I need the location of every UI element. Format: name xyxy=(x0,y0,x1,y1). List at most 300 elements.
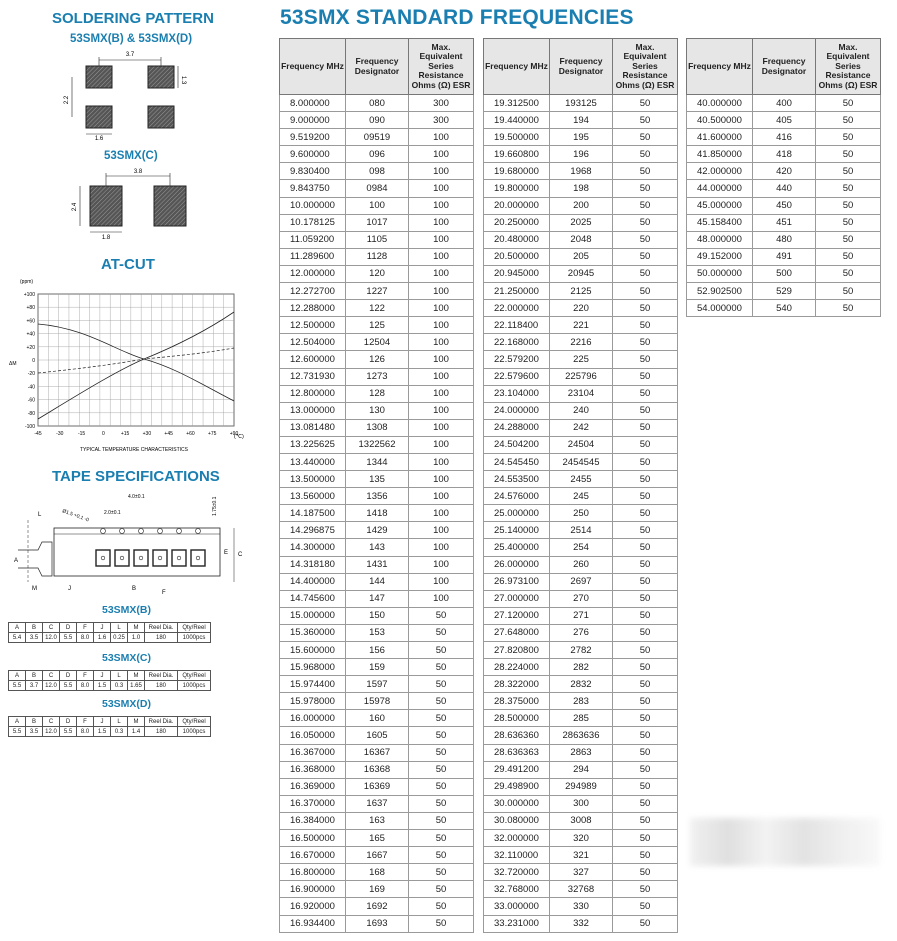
tape-header-cell: M xyxy=(128,671,145,681)
designator-cell: 2514 xyxy=(550,522,613,539)
esr-cell: 50 xyxy=(613,659,678,676)
table-row xyxy=(280,607,474,624)
tape-value-cell: 1000pcs xyxy=(178,681,211,691)
frequency-cell: 27.820800 xyxy=(484,642,550,659)
designator-cell: 2782 xyxy=(550,642,613,659)
tape-header-cell: C xyxy=(43,717,60,727)
table-row xyxy=(484,812,678,829)
designator-cell: 500 xyxy=(753,265,816,282)
atcut-chart xyxy=(6,276,256,454)
designator-cell: 20945 xyxy=(550,265,613,282)
designator-cell: 2216 xyxy=(550,334,613,351)
table-row xyxy=(484,231,678,248)
designator-cell: 2863 xyxy=(550,744,613,761)
frequency-cell: 48.000000 xyxy=(687,231,753,248)
esr-cell: 50 xyxy=(613,180,678,197)
frequency-cell: 10.178125 xyxy=(280,214,346,231)
frequency-cell: 9.830400 xyxy=(280,163,346,180)
header-freq: Frequency MHz xyxy=(484,39,550,95)
frequency-cell: 26.000000 xyxy=(484,556,550,573)
esr-cell: 100 xyxy=(409,180,474,197)
designator-cell: 254 xyxy=(550,539,613,556)
frequency-cell: 14.400000 xyxy=(280,573,346,590)
frequency-cell: 21.250000 xyxy=(484,283,550,300)
designator-cell: 2125 xyxy=(550,283,613,300)
tape-value-cell: 8.0 xyxy=(77,681,94,691)
esr-cell: 100 xyxy=(409,522,474,539)
tape-label-j: J xyxy=(68,586,71,592)
frequency-cell: 22.000000 xyxy=(484,300,550,317)
esr-cell: 50 xyxy=(816,231,881,248)
esr-cell: 50 xyxy=(409,812,474,829)
esr-cell: 50 xyxy=(613,693,678,710)
table-row xyxy=(280,300,474,317)
designator-cell: 271 xyxy=(550,607,613,624)
frequency-cell: 16.370000 xyxy=(280,795,346,812)
frequency-cell: 54.000000 xyxy=(687,300,753,317)
frequency-cell: 25.400000 xyxy=(484,539,550,556)
frequency-cell: 16.800000 xyxy=(280,864,346,881)
frequency-cell: 16.500000 xyxy=(280,830,346,847)
soldering-pattern-c-diagram xyxy=(58,162,198,242)
table-row xyxy=(484,436,678,453)
table-row xyxy=(484,248,678,265)
esr-cell: 50 xyxy=(613,915,678,932)
table-row xyxy=(280,676,474,693)
table-row xyxy=(280,471,474,488)
tape-header-cell: J xyxy=(94,717,111,727)
esr-cell: 50 xyxy=(613,402,678,419)
esr-cell: 50 xyxy=(409,710,474,727)
frequency-cell: 19.312500 xyxy=(484,95,550,112)
tape-model-name: 53SMX(C) xyxy=(102,652,152,664)
tape-label-f: F xyxy=(162,590,166,596)
designator-cell: 150 xyxy=(346,607,409,624)
frequency-cell: 30.080000 xyxy=(484,812,550,829)
esr-cell: 50 xyxy=(409,864,474,881)
pad-c-right xyxy=(154,186,186,226)
table-row xyxy=(484,676,678,693)
table-row xyxy=(280,522,474,539)
table-row xyxy=(280,898,474,915)
esr-cell: 100 xyxy=(409,556,474,573)
esr-cell: 100 xyxy=(409,402,474,419)
esr-cell: 50 xyxy=(409,744,474,761)
tape-header-cell: B xyxy=(26,671,43,681)
designator-cell: 1017 xyxy=(346,214,409,231)
designator-cell: 205 xyxy=(550,248,613,265)
frequency-cell: 12.288000 xyxy=(280,300,346,317)
designator-cell: 1692 xyxy=(346,898,409,915)
table-row xyxy=(280,95,474,112)
pad-bottom-left xyxy=(86,106,112,128)
frequency-cell: 24.504200 xyxy=(484,436,550,453)
esr-cell: 50 xyxy=(613,265,678,282)
designator-cell: 125 xyxy=(346,317,409,334)
table-row xyxy=(484,300,678,317)
designator-cell: 451 xyxy=(753,214,816,231)
table-row xyxy=(687,248,881,265)
designator-cell: 270 xyxy=(550,590,613,607)
table-row xyxy=(484,744,678,761)
designator-cell: 1429 xyxy=(346,522,409,539)
tape-value-cell: 5.5 xyxy=(9,727,26,737)
frequency-cell: 14.318180 xyxy=(280,556,346,573)
table-row xyxy=(280,334,474,351)
frequency-cell: 26.973100 xyxy=(484,573,550,590)
esr-cell: 100 xyxy=(409,573,474,590)
tape-header-cell: Reel Dia. xyxy=(145,623,178,633)
table-row xyxy=(280,915,474,932)
designator-cell: 2863636 xyxy=(550,727,613,744)
tape-value-cell: 3.5 xyxy=(26,633,43,643)
designator-cell: 122 xyxy=(346,300,409,317)
table-row xyxy=(687,231,881,248)
table-row xyxy=(280,573,474,590)
table-row xyxy=(484,607,678,624)
designator-cell: 2454545 xyxy=(550,453,613,470)
table-row xyxy=(687,300,881,317)
frequency-cell: 12.500000 xyxy=(280,317,346,334)
esr-cell: 100 xyxy=(409,385,474,402)
frequency-cell: 14.296875 xyxy=(280,522,346,539)
designator-cell: 420 xyxy=(753,163,816,180)
esr-cell: 100 xyxy=(409,436,474,453)
esr-cell: 50 xyxy=(816,95,881,112)
designator-cell: 276 xyxy=(550,624,613,641)
esr-cell: 100 xyxy=(409,488,474,505)
frequency-cell: 20.480000 xyxy=(484,231,550,248)
table-row xyxy=(280,419,474,436)
table-row xyxy=(484,112,678,129)
header-desig: Frequency Designator xyxy=(550,39,613,95)
tape-sprocket-hole xyxy=(177,529,182,534)
esr-cell: 50 xyxy=(409,778,474,795)
frequency-cell: 16.367000 xyxy=(280,744,346,761)
esr-cell: 100 xyxy=(409,419,474,436)
tape-value-cell: 180 xyxy=(145,633,178,643)
table-row xyxy=(484,624,678,641)
esr-cell: 300 xyxy=(409,95,474,112)
atcut-y-tick: -80 xyxy=(27,410,35,417)
table-row xyxy=(484,95,678,112)
table-row xyxy=(280,265,474,282)
designator-cell: 193125 xyxy=(550,95,613,112)
tape-pocket xyxy=(191,550,205,566)
header-desig: Frequency Designator xyxy=(753,39,816,95)
esr-cell: 50 xyxy=(816,146,881,163)
table-row xyxy=(280,351,474,368)
tape-spec-table xyxy=(8,670,211,691)
table-row xyxy=(280,539,474,556)
table-row xyxy=(687,180,881,197)
tape-pocket xyxy=(96,550,110,566)
frequency-cell: 12.600000 xyxy=(280,351,346,368)
dim-height-c: 2.4 xyxy=(72,202,78,212)
table-row xyxy=(280,453,474,470)
designator-cell: 1356 xyxy=(346,488,409,505)
designator-cell: 332 xyxy=(550,915,613,932)
esr-cell: 50 xyxy=(613,453,678,470)
tape-spec-table xyxy=(8,622,211,643)
designator-cell: 24504 xyxy=(550,436,613,453)
designator-cell: 16367 xyxy=(346,744,409,761)
table-row xyxy=(484,847,678,864)
esr-cell: 100 xyxy=(409,197,474,214)
frequency-cell: 24.545450 xyxy=(484,453,550,470)
frequency-cell: 15.968000 xyxy=(280,659,346,676)
frequency-cell: 22.118400 xyxy=(484,317,550,334)
frequency-cell: 14.300000 xyxy=(280,539,346,556)
esr-cell: 50 xyxy=(409,676,474,693)
designator-cell: 09519 xyxy=(346,129,409,146)
esr-cell: 100 xyxy=(409,300,474,317)
esr-cell: 50 xyxy=(816,214,881,231)
esr-cell: 50 xyxy=(816,163,881,180)
atcut-x-tick: -45 xyxy=(34,431,42,437)
tape-header-cell: Reel Dia. xyxy=(145,671,178,681)
header-esr: Max. Equivalent Series Resistance Ohms (Ω) ESR xyxy=(613,39,678,95)
atcut-curve-dashed xyxy=(38,348,234,373)
table-row xyxy=(687,265,881,282)
table-row xyxy=(687,129,881,146)
header-esr: Max. Equivalent Series Resistance Ohms (Ω) ESR xyxy=(816,39,881,95)
table-row xyxy=(484,556,678,573)
esr-cell: 100 xyxy=(409,505,474,522)
tape-label-d2: 2.0±0.1 xyxy=(104,510,121,516)
tape-value-cell: 1.0 xyxy=(128,633,145,643)
designator-cell: 294 xyxy=(550,761,613,778)
atcut-y-tick: -20 xyxy=(27,371,35,378)
frequency-cell: 12.272700 xyxy=(280,283,346,300)
table-row xyxy=(280,881,474,898)
esr-cell: 100 xyxy=(409,248,474,265)
esr-cell: 100 xyxy=(409,231,474,248)
esr-cell: 50 xyxy=(613,95,678,112)
designator-cell: 245 xyxy=(550,488,613,505)
table-row xyxy=(484,317,678,334)
frequency-cell: 20.945000 xyxy=(484,265,550,282)
esr-cell: 50 xyxy=(613,778,678,795)
frequency-cell: 16.934400 xyxy=(280,915,346,932)
frequency-cell: 19.800000 xyxy=(484,180,550,197)
tape-value-cell: 1.65 xyxy=(128,681,145,691)
designator-cell: 1128 xyxy=(346,248,409,265)
table-row xyxy=(484,488,678,505)
esr-cell: 50 xyxy=(613,163,678,180)
table-row xyxy=(280,129,474,146)
esr-cell: 100 xyxy=(409,590,474,607)
designator-cell: 283 xyxy=(550,693,613,710)
esr-cell: 100 xyxy=(409,163,474,180)
tape-value-cell: 8.0 xyxy=(77,727,94,737)
tape-header-cell: M xyxy=(128,717,145,727)
frequency-cell: 28.636363 xyxy=(484,744,550,761)
table-row xyxy=(280,248,474,265)
table-row xyxy=(687,197,881,214)
table-row xyxy=(280,693,474,710)
soldering-c-subtitle: 53SMX(C) xyxy=(104,150,158,162)
header-desig: Frequency Designator xyxy=(346,39,409,95)
designator-cell: 1637 xyxy=(346,795,409,812)
atcut-x-tick: +60 xyxy=(186,431,195,437)
designator-cell: 16368 xyxy=(346,761,409,778)
table-row xyxy=(280,710,474,727)
designator-cell: 282 xyxy=(550,659,613,676)
table-row xyxy=(687,95,881,112)
tape-header-cell: L xyxy=(111,623,128,633)
designator-cell: 491 xyxy=(753,248,816,265)
designator-cell: 1431 xyxy=(346,556,409,573)
table-row xyxy=(484,265,678,282)
tape-value-cell: 180 xyxy=(145,681,178,691)
table-row xyxy=(280,231,474,248)
designator-cell: 159 xyxy=(346,659,409,676)
tape-header-cell: B xyxy=(26,623,43,633)
frequency-cell: 16.900000 xyxy=(280,881,346,898)
pad-top-left xyxy=(86,66,112,88)
designator-cell: 400 xyxy=(753,95,816,112)
designator-cell: 1322562 xyxy=(346,436,409,453)
designator-cell: 080 xyxy=(346,95,409,112)
tape-value-cell: 8.0 xyxy=(77,633,94,643)
esr-cell: 50 xyxy=(613,505,678,522)
designator-cell: 2455 xyxy=(550,471,613,488)
esr-cell: 50 xyxy=(613,488,678,505)
esr-cell: 50 xyxy=(613,471,678,488)
designator-cell: 2697 xyxy=(550,573,613,590)
tape-header-cell: F xyxy=(77,623,94,633)
tape-value-cell: 3.5 xyxy=(26,727,43,737)
table-row xyxy=(280,744,474,761)
frequency-cell: 49.152000 xyxy=(687,248,753,265)
pad-top-right xyxy=(148,66,174,88)
esr-cell: 50 xyxy=(409,898,474,915)
esr-cell: 100 xyxy=(409,368,474,385)
soldering-pattern-bd-diagram xyxy=(58,48,198,143)
esr-cell: 50 xyxy=(409,607,474,624)
designator-cell: 168 xyxy=(346,864,409,881)
atcut-x-tick: +90 xyxy=(229,431,239,437)
esr-cell: 50 xyxy=(613,436,678,453)
table-row xyxy=(484,129,678,146)
table-row xyxy=(280,778,474,795)
esr-cell: 50 xyxy=(613,385,678,402)
frequency-cell: 29.498900 xyxy=(484,778,550,795)
esr-cell: 50 xyxy=(613,146,678,163)
tape-label-b: B xyxy=(132,586,137,592)
table-row xyxy=(484,163,678,180)
frequency-cell: 8.000000 xyxy=(280,95,346,112)
tape-sprocket-hole xyxy=(158,529,163,534)
table-row xyxy=(280,624,474,641)
esr-cell: 50 xyxy=(613,129,678,146)
tape-value-cell: 12.0 xyxy=(43,681,60,691)
frequency-cell: 41.850000 xyxy=(687,146,753,163)
esr-cell: 50 xyxy=(613,710,678,727)
tape-label-c: C xyxy=(238,552,243,558)
table-row xyxy=(280,847,474,864)
header-freq: Frequency MHz xyxy=(687,39,753,95)
frequency-cell: 19.660800 xyxy=(484,146,550,163)
frequency-cell: 13.000000 xyxy=(280,402,346,419)
esr-cell: 50 xyxy=(409,659,474,676)
atcut-y-tick: +60 xyxy=(26,318,35,325)
designator-cell: 096 xyxy=(346,146,409,163)
tape-header-cell: Qty/Reel xyxy=(178,623,211,633)
table-row xyxy=(484,881,678,898)
esr-cell: 50 xyxy=(409,830,474,847)
esr-cell: 100 xyxy=(409,214,474,231)
tape-header-cell: F xyxy=(77,717,94,727)
frequency-cell: 33.231000 xyxy=(484,915,550,932)
table-row xyxy=(484,898,678,915)
designator-cell: 100 xyxy=(346,197,409,214)
table-row xyxy=(484,505,678,522)
table-row xyxy=(280,180,474,197)
esr-cell: 100 xyxy=(409,334,474,351)
esr-cell: 50 xyxy=(613,539,678,556)
tape-header-cell: Qty/Reel xyxy=(178,717,211,727)
table-row xyxy=(484,180,678,197)
frequency-cell: 16.670000 xyxy=(280,847,346,864)
esr-cell: 50 xyxy=(613,197,678,214)
designator-cell: 418 xyxy=(753,146,816,163)
esr-cell: 50 xyxy=(816,180,881,197)
tape-value-cell: 0.3 xyxy=(111,681,128,691)
frequency-cell: 14.187500 xyxy=(280,505,346,522)
frequency-cell: 19.680000 xyxy=(484,163,550,180)
esr-cell: 50 xyxy=(409,761,474,778)
frequency-cell: 42.000000 xyxy=(687,163,753,180)
designator-cell: 3008 xyxy=(550,812,613,829)
designator-cell: 240 xyxy=(550,402,613,419)
header-freq: Frequency MHz xyxy=(280,39,346,95)
designator-cell: 0984 xyxy=(346,180,409,197)
tape-value-cell: 1.5 xyxy=(94,727,111,737)
table-row xyxy=(280,317,474,334)
frequency-cell: 24.576000 xyxy=(484,488,550,505)
frequency-cell: 41.600000 xyxy=(687,129,753,146)
table-row xyxy=(484,915,678,932)
tape-model-name: 53SMX(B) xyxy=(102,604,152,616)
tape-pocket xyxy=(172,550,186,566)
table-row xyxy=(484,385,678,402)
tape-value-cell: 12.0 xyxy=(43,727,60,737)
table-row xyxy=(484,795,678,812)
esr-cell: 50 xyxy=(613,881,678,898)
table-row xyxy=(484,659,678,676)
designator-cell: 120 xyxy=(346,265,409,282)
tape-header-cell: Qty/Reel xyxy=(178,671,211,681)
designator-cell: 450 xyxy=(753,197,816,214)
dim-width-c: 3.8 xyxy=(133,169,143,175)
designator-cell: 294989 xyxy=(550,778,613,795)
tape-spec-table xyxy=(8,716,211,737)
designator-cell: 1605 xyxy=(346,727,409,744)
esr-cell: 50 xyxy=(613,898,678,915)
designator-cell: 321 xyxy=(550,847,613,864)
tape-header-cell: L xyxy=(111,717,128,727)
designator-cell: 260 xyxy=(550,556,613,573)
atcut-y-tick: +80 xyxy=(26,305,35,312)
frequency-cell: 14.745600 xyxy=(280,590,346,607)
table-row xyxy=(280,197,474,214)
designator-cell: 147 xyxy=(346,590,409,607)
designator-cell: 242 xyxy=(550,419,613,436)
dim-width-bd: 3.7 xyxy=(125,52,135,58)
frequency-cell: 12.800000 xyxy=(280,385,346,402)
